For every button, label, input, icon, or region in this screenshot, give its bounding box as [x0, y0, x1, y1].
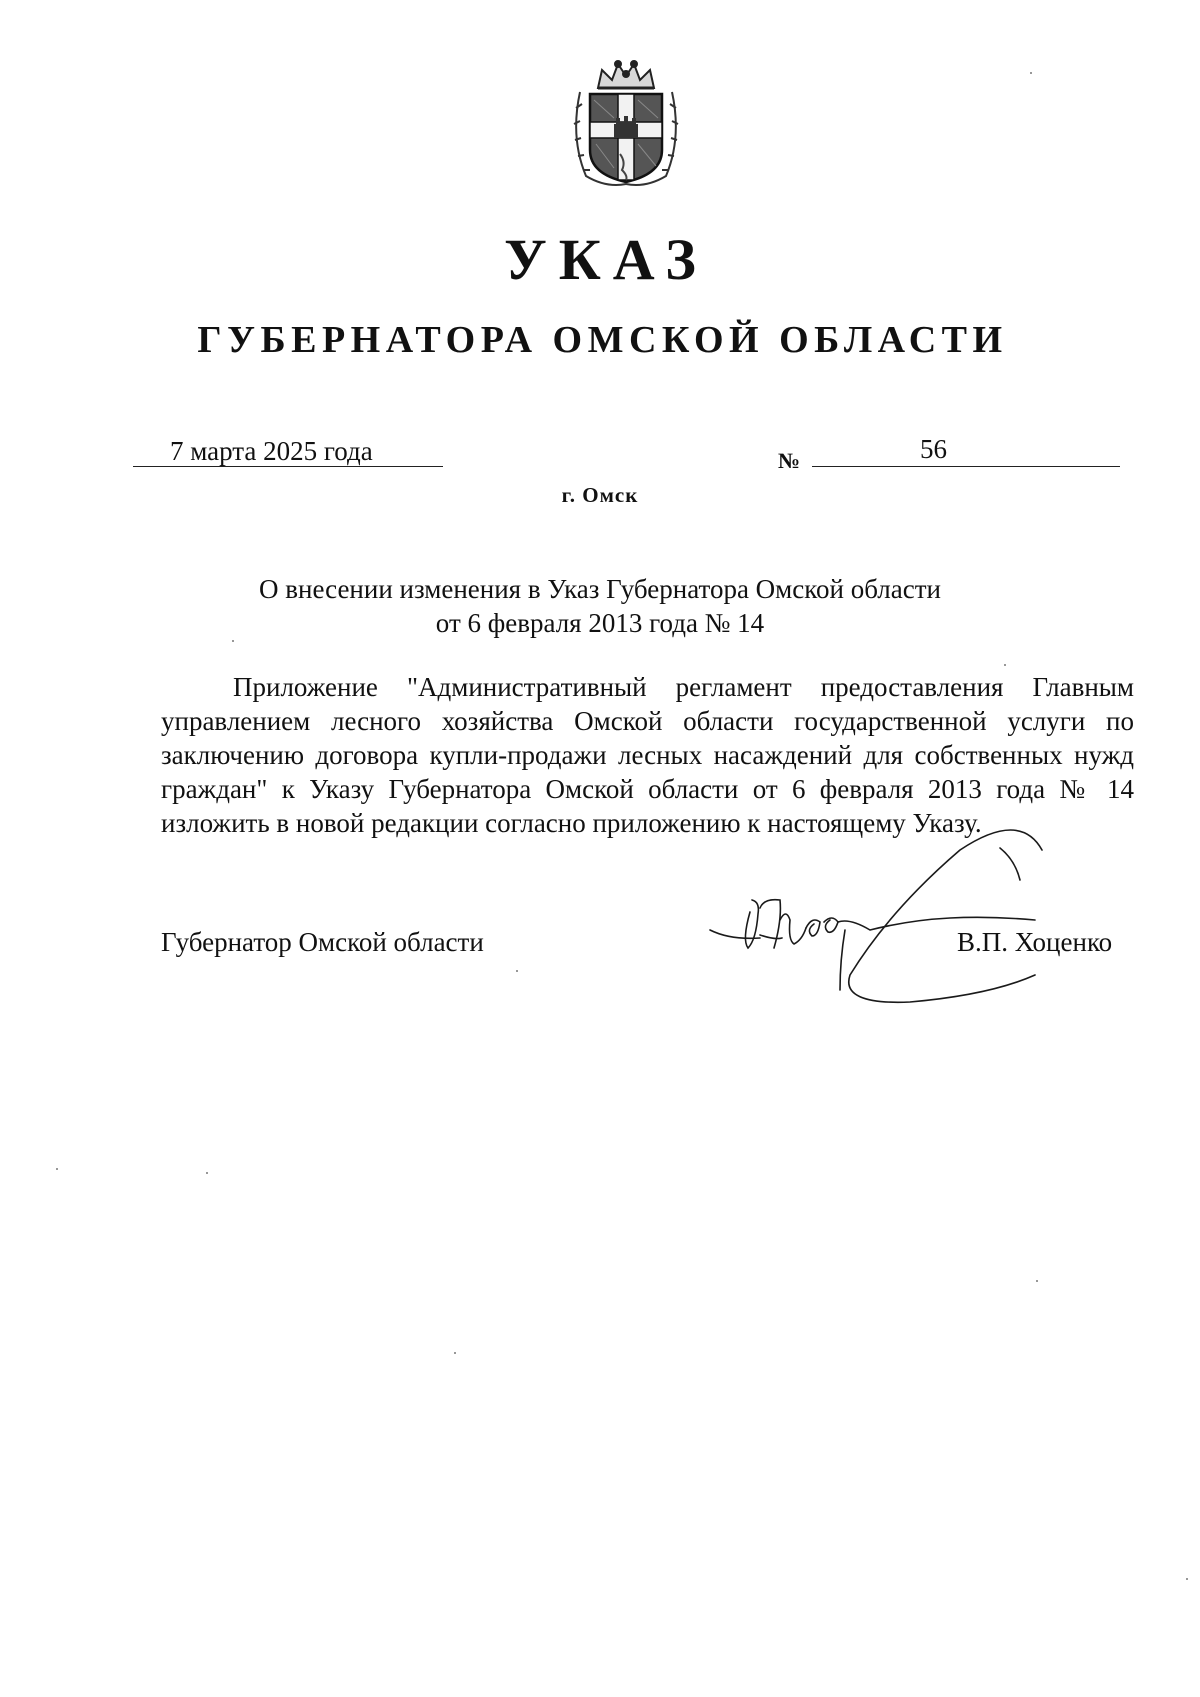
scan-speck [232, 640, 234, 642]
document-city: г. Омск [561, 483, 639, 507]
number-label: № [778, 448, 801, 473]
document-subtitle: ГУБЕРНАТОРА ОМСКОЙ ОБЛАСТИ [197, 319, 1008, 361]
document-title: УКАЗ [504, 227, 708, 292]
coat-of-arms-icon [566, 58, 686, 192]
scan-speck [56, 1168, 58, 1170]
document-number: 56 [920, 434, 947, 464]
scan-speck [1004, 664, 1006, 666]
signer-position: Губернатор Омской области [161, 927, 484, 957]
signer-name: В.П. Хоценко [957, 927, 1113, 957]
scan-speck [1030, 72, 1032, 74]
subject-line-2: от 6 февраля 2013 года № 14 [435, 608, 765, 638]
document-date: 7 марта 2025 года [170, 436, 373, 466]
scan-speck [1186, 1578, 1188, 1580]
subject-line-1: О внесении изменения в Указ Губернатора Омской области [259, 574, 941, 604]
scan-speck [516, 970, 518, 972]
document-subject [0, 572, 1200, 640]
number-underline [812, 466, 1120, 467]
scan-speck [1036, 1280, 1038, 1282]
scan-speck [454, 1352, 456, 1354]
document-body: Приложение "Административный регламент предоставления Главным управлением лесного хозяйства Омской области государственной услуги по заключению договора купли-продажи лесных насаждений для собственных нужд граждан" к Указу Губернатора Омской области от 6 февраля 2013 года № 14 изложить в новой редакции согласно приложению к настоящему Указу. [161, 672, 1134, 838]
scan-speck [206, 1172, 208, 1174]
